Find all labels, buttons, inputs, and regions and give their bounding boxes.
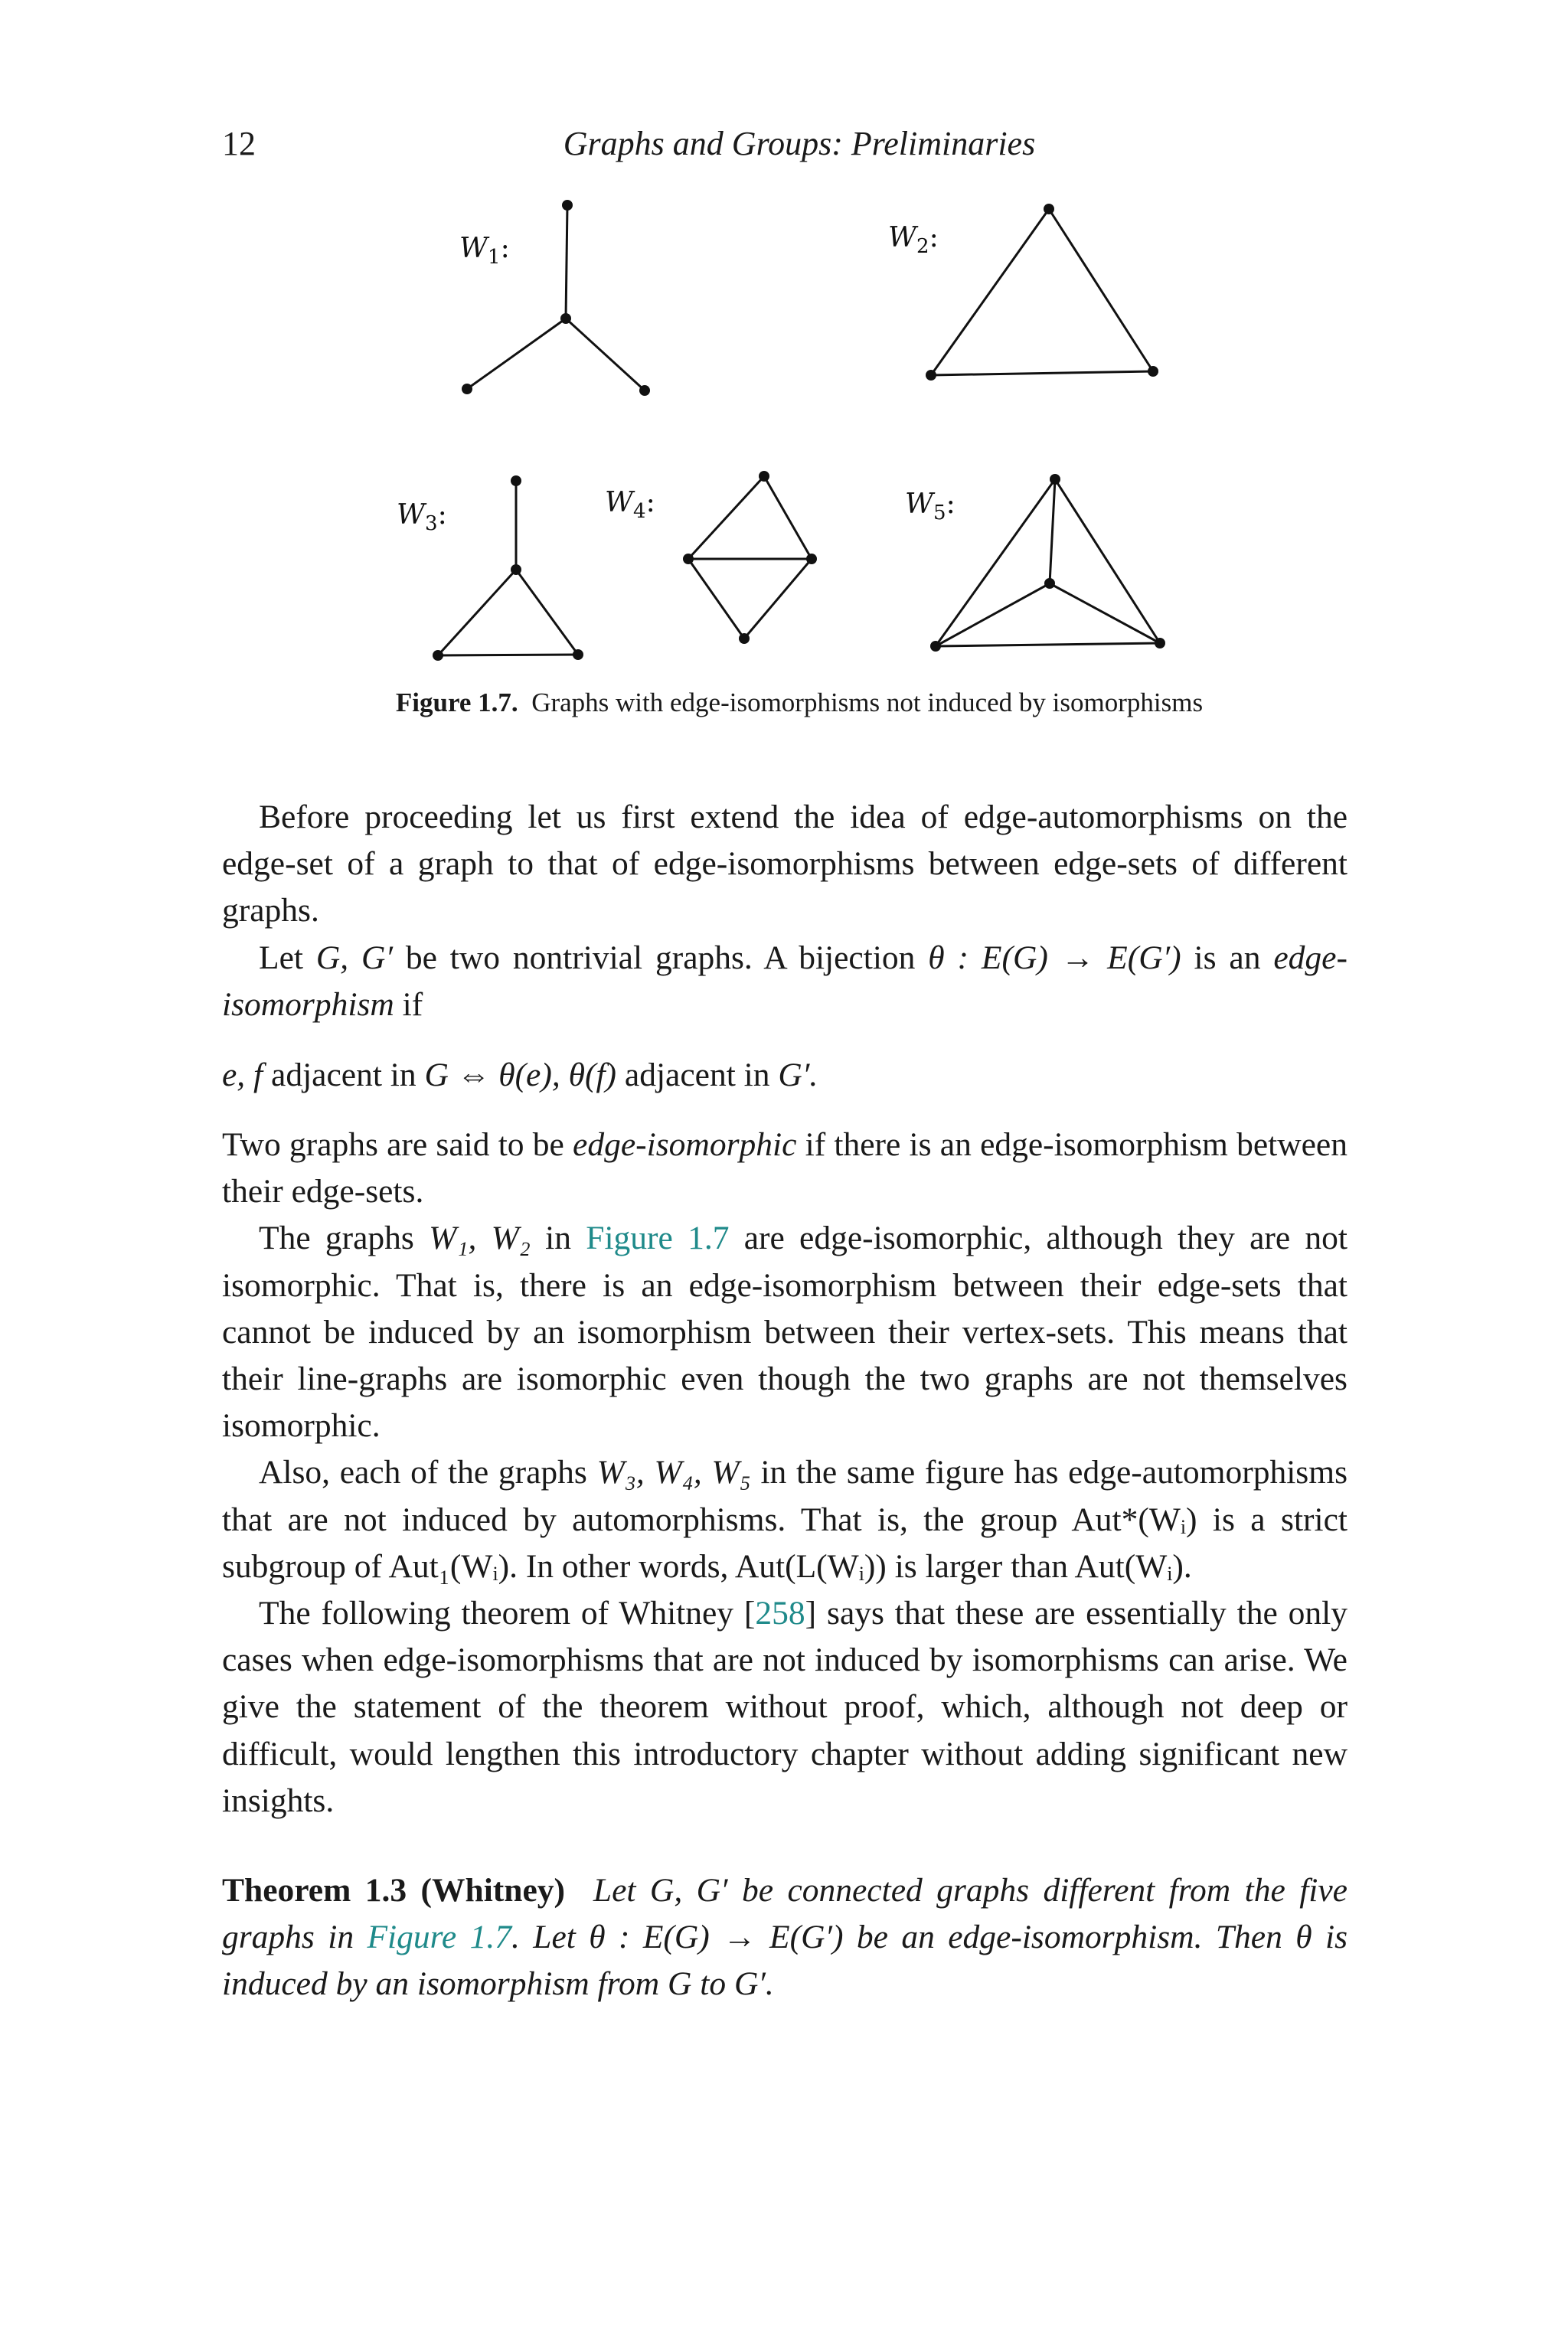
graph-label-w2: $W_2$:	[888, 222, 939, 258]
vertex	[573, 649, 583, 660]
edge	[516, 570, 578, 655]
vertex	[511, 564, 521, 575]
section-gap	[222, 1824, 1348, 1867]
graph-label-w4: $W_4$:	[605, 487, 655, 523]
vertex	[1044, 578, 1055, 589]
figure-link[interactable]: Figure 1.7	[367, 1919, 511, 1956]
math: G, G′	[315, 939, 393, 976]
paragraph: Let G, G′ be two nontrivial graphs. A bijection θ : E(G) → E(G′) is an edge-isomorphism if	[222, 939, 1348, 1023]
vertex	[560, 313, 571, 324]
graph-w2	[888, 204, 1158, 381]
graph-label-w1: $W_1$:	[459, 233, 510, 269]
caption-text: Graphs with edge-isomorphisms not induced by isomorphisms	[531, 688, 1204, 717]
graph-w4	[605, 471, 817, 644]
vertex	[511, 475, 521, 486]
paragraph: Two graphs are said to be edge-isomorphic if there is an edge-isomorphism between their edge-sets.	[222, 1126, 1348, 1210]
edge	[1055, 479, 1160, 643]
figure-caption	[0, 686, 1568, 720]
graph-label-w5: $W_5$:	[905, 488, 956, 524]
edge	[1050, 479, 1055, 583]
paragraph: Also, each of the graphs W₃, W₄, W₅ in the same figure has edge-automorphisms that are not induced by automorphisms. That is, the group Aut*(Wᵢ) is a strict subgroup of Aut₁(Wᵢ). In other words, Aut(L(Wᵢ)) is larger than Aut(Wᵢ).	[222, 1454, 1348, 1585]
edge	[688, 476, 764, 559]
edge	[566, 318, 645, 390]
body-text	[222, 794, 1348, 2008]
citation-link[interactable]: 258	[755, 1595, 805, 1632]
defined-term: edge-isomorphism	[222, 939, 1348, 1023]
edge	[467, 318, 566, 389]
graph-w5	[905, 474, 1165, 652]
figure-1-7	[0, 0, 1568, 689]
math: Aut₁(Wᵢ)	[388, 1547, 510, 1585]
edge	[566, 205, 567, 318]
vertex	[930, 641, 941, 652]
vertex	[1044, 204, 1054, 214]
vertex	[1155, 638, 1165, 648]
math: Aut(L(Wᵢ))	[734, 1547, 887, 1585]
vertex	[759, 471, 769, 482]
theorem: Theorem 1.3 (Whitney) Let G, G′ be connected graphs different from the five graphs in Figure 1.7. Let θ : E(G) → E(G′) be an edge-isomorphism. Then θ is induced by an isomorphism from G to G′.	[222, 1872, 1348, 2003]
defined-term: edge-isomorphic	[573, 1126, 797, 1164]
edge	[936, 583, 1050, 646]
vertex	[683, 554, 694, 564]
edge	[931, 209, 1049, 375]
vertex	[462, 384, 472, 394]
figure-link[interactable]: Figure 1.7	[586, 1220, 730, 1257]
edge	[688, 559, 744, 639]
math: Aut*(Wᵢ)	[1071, 1501, 1197, 1538]
vertex	[739, 633, 750, 644]
vertex	[1050, 474, 1060, 485]
graph-label-w3: $W_3$:	[397, 499, 447, 535]
vertex	[562, 200, 573, 211]
vertex	[433, 650, 443, 661]
graph-w3	[397, 475, 583, 661]
math: Aut(Wᵢ)	[1074, 1547, 1184, 1585]
caption-label: Figure 1.7.	[395, 688, 518, 717]
edge	[936, 643, 1160, 646]
running-title: Graphs and Groups: Preliminaries	[563, 125, 1036, 162]
edge	[764, 476, 812, 559]
theorem-heading: Theorem 1.3 (Whitney)	[222, 1872, 566, 1909]
edge	[1049, 209, 1153, 371]
page-number: 12	[222, 125, 256, 162]
math: W₃, W₄, W₅	[596, 1454, 751, 1491]
graph-w1	[459, 200, 650, 396]
vertex	[1148, 366, 1158, 377]
math: W₁, W₂	[429, 1220, 531, 1257]
paragraph: The following theorem of Whitney [258] says that these are essentially the only cases when edge-isomorphisms that are not induced by isomorphisms can arise. We give the statement of the theorem without proof, which, although not deep or difficult, would lengthen this introductory chapter without adding significant new insights.	[222, 1595, 1348, 1819]
paragraph: The graphs W₁, W₂ in Figure 1.7 are edge-isomorphic, although they are not isomorphic. That is, there is an edge-isomorphism between their edge-sets that cannot be induced by an isomorphism between their vertex-sets. This means that their line-graphs are isomorphic even though the two graphs are not themselves isomorphic.	[222, 1220, 1348, 1445]
paragraph: Before proceeding let us first extend the idea of edge-automorphisms on the edge-set of a graph to that of edge-isomorphisms between edge-sets of different graphs.	[222, 799, 1348, 929]
vertex	[806, 554, 817, 564]
edge	[931, 371, 1153, 375]
math: θ : E(G) → E(G′)	[928, 939, 1181, 976]
edge	[438, 570, 516, 655]
edge	[744, 559, 812, 639]
edge	[1050, 583, 1160, 643]
vertex	[926, 370, 936, 381]
display-equation: e, f adjacent in G ⇔ θ(e), θ(f) adjacent in G′.	[222, 1057, 818, 1094]
vertex	[639, 385, 650, 396]
